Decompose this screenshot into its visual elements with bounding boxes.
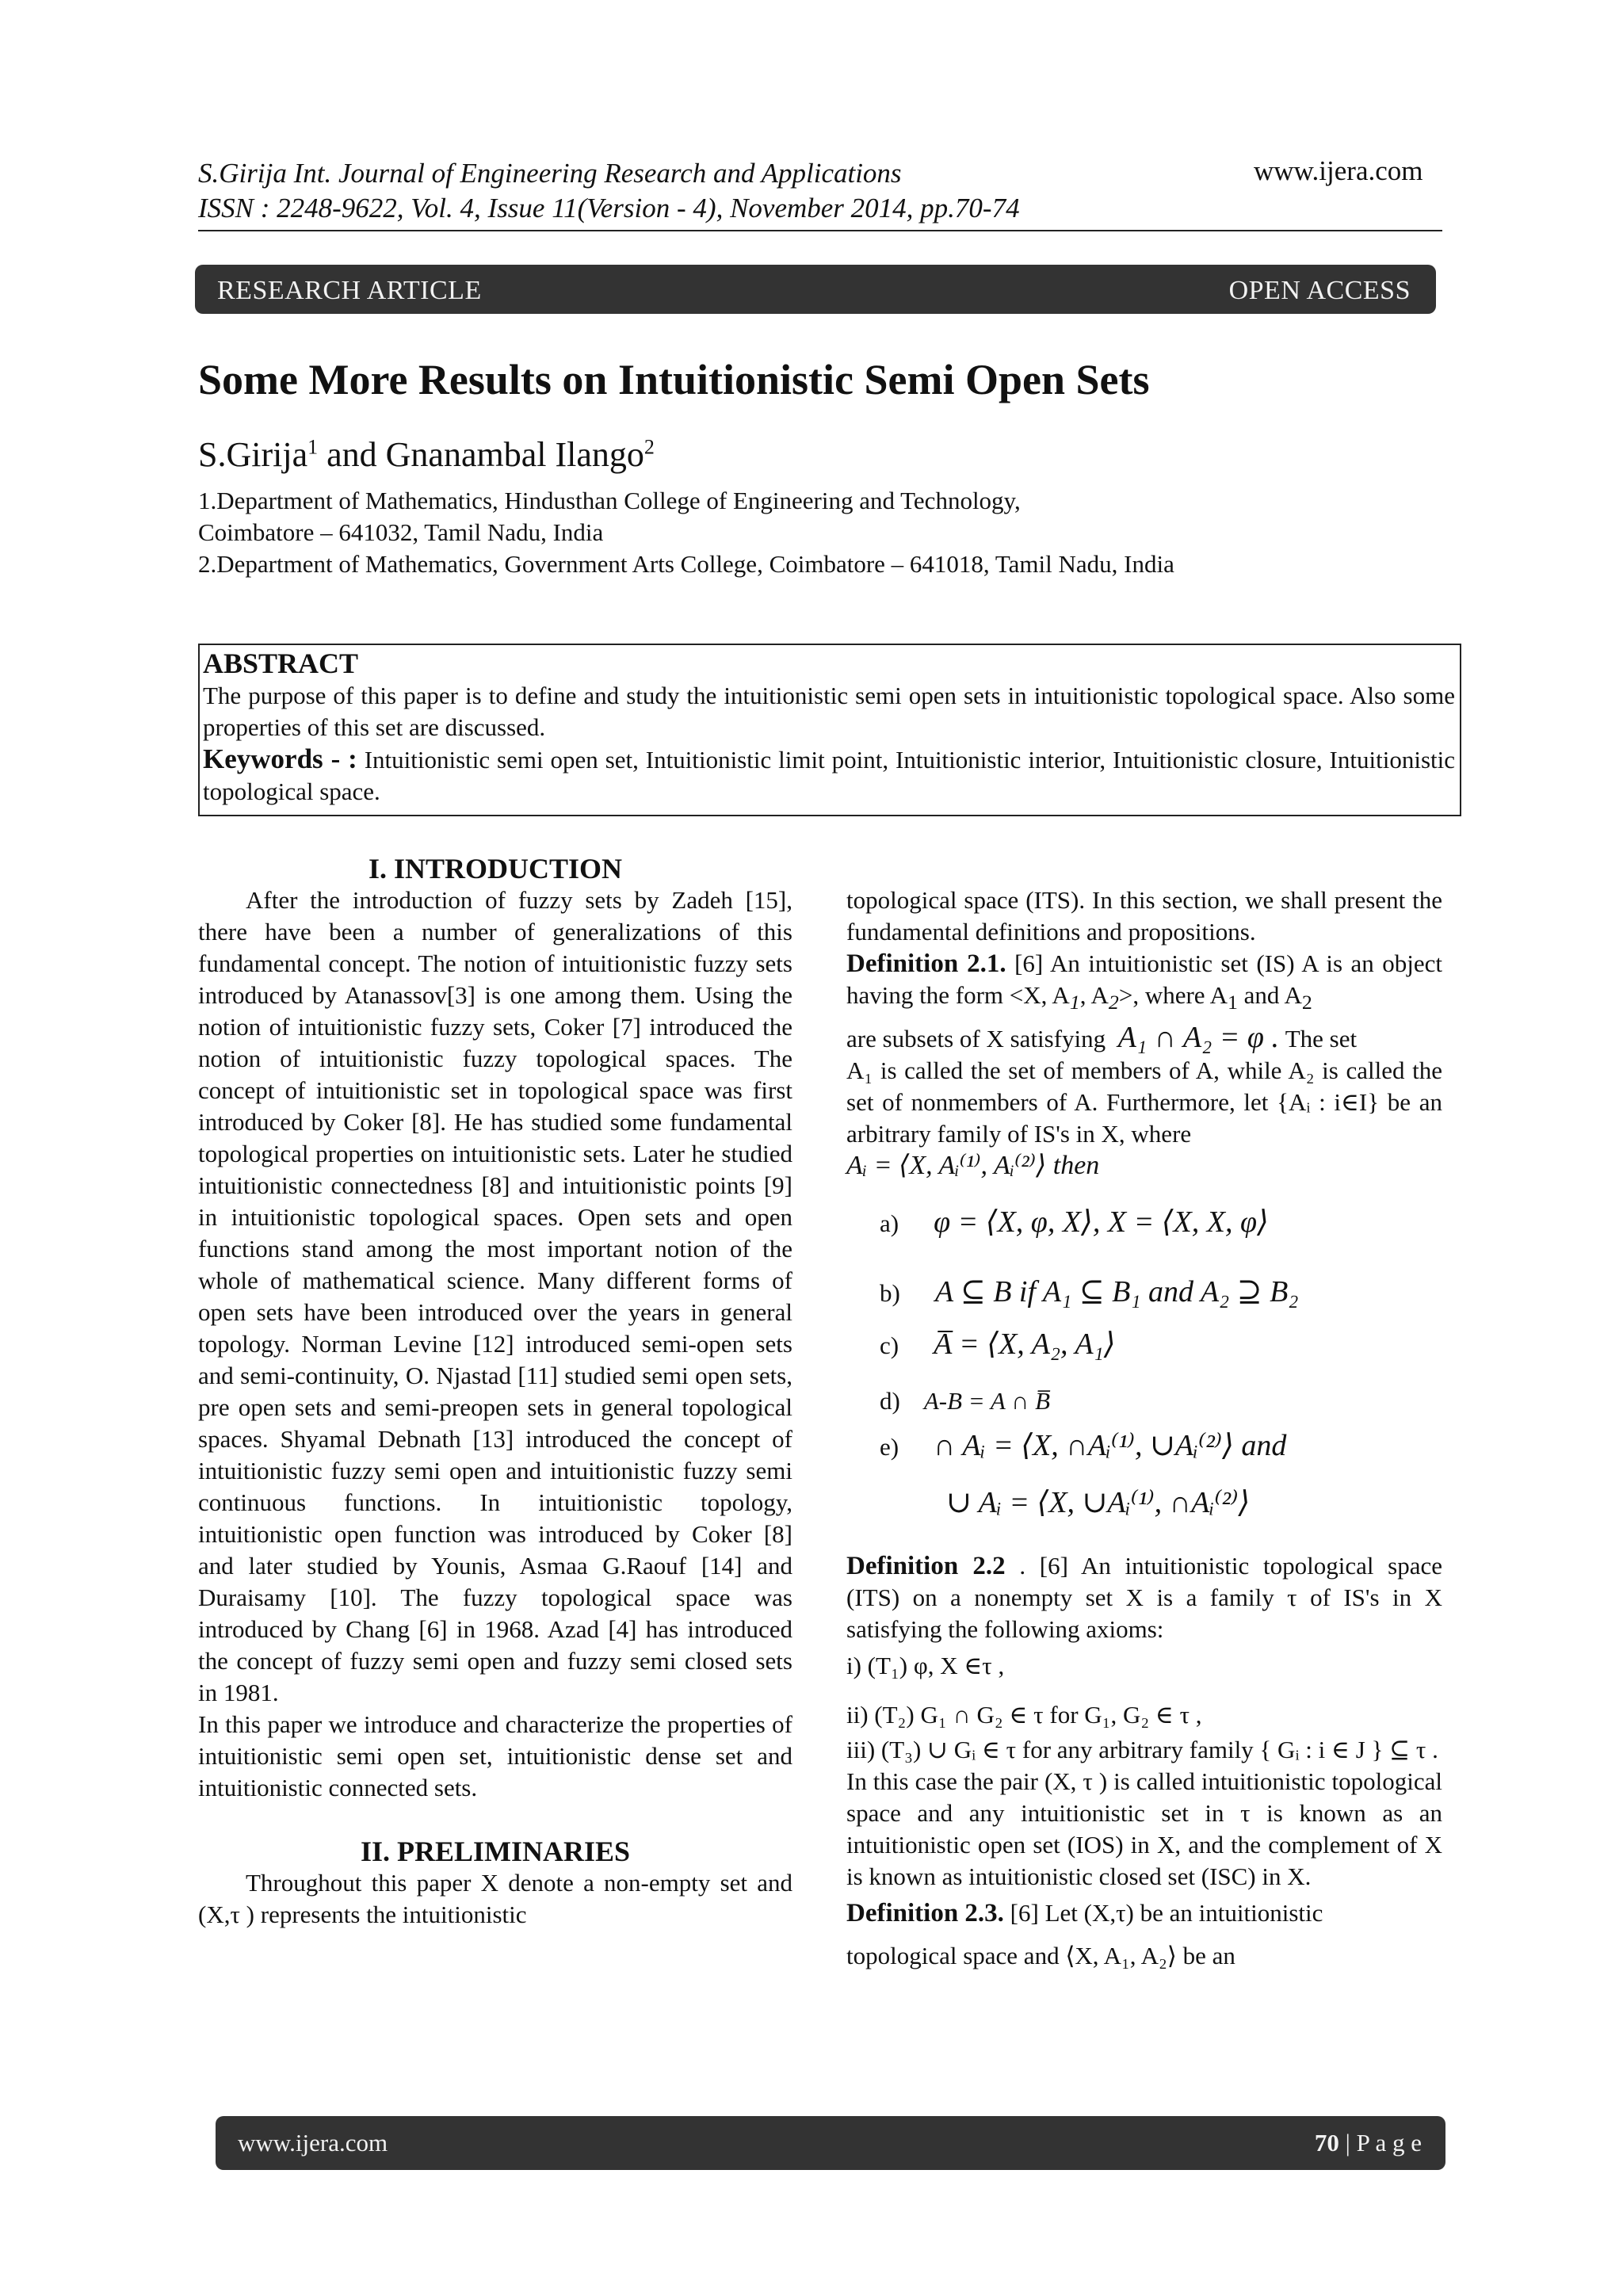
def-2-3-last-line: topological space and ⟨X, A₁, A₂⟩ be an [846, 1942, 1235, 1969]
item-d-math: A-B = A ∩ B̅ [923, 1387, 1051, 1415]
item-a-math: φ = ⟨X, φ, X⟩, X = ⟨X, X, φ⟩ [934, 1205, 1269, 1239]
paper-title: Some More Results on Intuitionistic Semi Open Sets [198, 356, 1150, 403]
item-c-math: A̅ = ⟨X, A₂, A₁⟩ [934, 1328, 1116, 1361]
def-2-1-sub1: 1 [1069, 991, 1080, 1014]
def-2-2-text: . [6] An intuitionistic topological space (ITS) on a nonempty set X is a family τ of IS's in X satisfying the following axioms: [846, 1552, 1442, 1643]
keywords-label: Keywords - : [203, 743, 357, 774]
page-label: | P a g e [1338, 2129, 1422, 2157]
item-b-key: b) [880, 1279, 900, 1307]
item-a-key: a) [880, 1209, 899, 1237]
item-e-key: e) [880, 1433, 899, 1461]
definition-2-1 [846, 948, 1442, 1018]
item-d [880, 1385, 1050, 1417]
item-e-2 [946, 1487, 1250, 1520]
def-2-1-line3-a: are subsets of X satisfying [846, 1025, 1106, 1053]
left-column [198, 853, 792, 1931]
open-access-label: OPEN ACCESS [1228, 276, 1411, 305]
right-column-lower [846, 1550, 1442, 1972]
footer-page [1315, 2129, 1422, 2157]
right-column [846, 884, 1442, 1182]
item-c-key: c) [880, 1331, 899, 1359]
abstract-heading: ABSTRACT [203, 648, 359, 679]
right-continuation: topological space (ITS). In this section, we shall present the fundamental definitions and propositions. [846, 886, 1442, 946]
item-e [880, 1430, 1286, 1463]
keywords-text: Intuitionistic semi open set, Intuitionistic limit point, Intuitionistic interior, Intuitionistic closure, Intuitionistic topological space. [203, 746, 1455, 805]
its-paragraph: In this case the pair (X, τ ) is called intuitionistic topological space and any intuitionistic set in τ is known as an intuitionistic open set (IOS) in X, and the complement of X is known as intuitionistic closed set (ISC) in X. [846, 1767, 1442, 1890]
abstract-text: The purpose of this paper is to define and study the intuitionistic semi open sets in intuitionistic topological space. Also some properties of this set are discussed. [203, 682, 1455, 741]
intro-paragraph-1: After the introduction of fuzzy sets by Zadeh [15], there have been a number of generalizations of this fundamental concept. The notion of intuitionistic fuzzy sets introduced by Atanassov[3] is one among them. Using the notion of intuitionistic fuzzy sets, Coker [7] introduced the notion of intuitionistic fuzzy topological spaces. The concept of intuitionistic set in topological space was first introduced by Coker [8]. He has studied some fundamental topological properties on intuitionistic sets. Later he studied intuitionistic connectedness [8] and intuitionistic points [9] in intuitionistic topological spaces. Open sets and open functions stand among the most important notion of the whole of mathematical science. Many different forms of open sets have been introduced over the years in general topology. Norman Levine [12] introduced semi-open sets and semi-continuity, O. Njastad [11] studied semi open sets, pre open sets and semi-preopen sets in general topological spaces. Shyamal Debnath [13] introduced the concept of intuitionistic fuzzy semi open and intuitionistic fuzzy semi continuous functions. In intuitionistic topology, intuitionistic open function was introduced by Coker [8] and later studied by Younis, Asmaa G.Raouf [14] and Duraisamy [10]. The fuzzy topological space was introduced by Chang [6] in 1968. Azad [4] has introduced the concept of fuzzy semi open and fuzzy semi closed sets in 1981. [198, 886, 792, 1706]
author-1: S.Girija [198, 435, 308, 474]
footer-website: www.ijera.com [238, 2129, 388, 2157]
affiliation-1: 1.Department of Mathematics, Hindusthan College of Engineering and Technology, [198, 487, 1021, 514]
item-b-math: A ⊆ B if A₁ ⊆ B₁ and A₂ ⊇ B₂ [934, 1275, 1299, 1308]
def-2-1-math: A₁ ∩ A₂ = φ . [1117, 1021, 1279, 1055]
def-2-1-ai [846, 1150, 1442, 1182]
definition-2-3 [846, 1897, 1442, 1929]
def-2-1-line3 [846, 1022, 1442, 1055]
def-2-3-text: [6] Let (X,τ) be an intuitionistic [1003, 1899, 1323, 1927]
item-c [880, 1328, 1116, 1362]
axiom-3: iii) (T₃) ∪ Gᵢ ∈ τ for any arbitrary family { Gᵢ : i ∈ J } ⊆ τ . [846, 1736, 1438, 1763]
intro-paragraph-2: In this paper we introduce and characterize the properties of intuitionistic semi open set, intuitionistic dense set and intuitionistic connected sets. [198, 1710, 792, 1801]
def-2-2-label: Definition 2.2 [846, 1552, 1006, 1580]
affiliation-2: 2.Department of Mathematics, Government Arts College, Coimbatore – 641018, Tamil Nadu, India [198, 550, 1174, 578]
def-2-1-text-c: , A [1079, 981, 1109, 1009]
item-d-key: d) [880, 1387, 900, 1415]
preliminaries-paragraph: Throughout this paper X denote a non-empty set and (X,τ ) represents the intuitionistic [198, 1869, 792, 1928]
abstract-box [198, 644, 1461, 816]
journal-name: S.Girija Int. Journal of Engineering Research and Applications [198, 158, 902, 189]
axiom-2: ii) (T₂) G₁ ∩ G₂ ∈ τ for G₁, G₂ ∈ τ , [846, 1701, 1202, 1729]
def-2-1-sub2: 2 [1108, 991, 1119, 1014]
def-2-1-text-e: >, where A [1118, 981, 1228, 1009]
def-2-1-sub4: 2 [1301, 991, 1312, 1014]
page-number: 70 [1314, 2129, 1339, 2157]
author-2: and Gnanambal Ilango [318, 435, 644, 474]
item-b [880, 1276, 1299, 1309]
item-e-math: ∩ Aᵢ = ⟨X, ∩Aᵢ⁽¹⁾, ∪Aᵢ⁽²⁾⟩ and [934, 1429, 1287, 1462]
research-article-label: RESEARCH ARTICLE [217, 276, 482, 305]
definition-2-2 [846, 1550, 1442, 1645]
def-2-1-line3-b: The set [1278, 1025, 1358, 1053]
def-2-3-label: Definition 2.3. [846, 1899, 1004, 1927]
item-e2-math: ∪ Aᵢ = ⟨X, ∪Aᵢ⁽¹⁾, ∩Aᵢ⁽²⁾⟩ [946, 1486, 1251, 1519]
def-2-1-sub3: 1 [1227, 991, 1238, 1014]
def-2-1-label: Definition 2.1. [846, 949, 1006, 978]
page-footer [216, 2116, 1445, 2170]
def-2-1-text-g: and A [1237, 981, 1302, 1009]
def-2-1-ai-math: Aᵢ = ⟨X, Aᵢ⁽¹⁾, Aᵢ⁽²⁾⟩ then [846, 1151, 1100, 1181]
author-2-sup: 2 [643, 435, 655, 459]
issn-line: ISSN : 2248-9622, Vol. 4, Issue 11(Version - 4), November 2014, pp.70-74 [198, 193, 1020, 223]
affiliation-1-city: Coimbatore – 641032, Tamil Nadu, India [198, 518, 604, 546]
section-2-heading: II. PRELIMINARIES [360, 1836, 631, 1867]
article-type-band [195, 265, 1436, 314]
abstract-body [203, 680, 1455, 808]
journal-website: www.ijera.com [1254, 155, 1423, 186]
item-a [880, 1206, 1269, 1240]
def-2-1-text-a: [6] An intuitionistic set (IS) A is an object having the form <X, A [846, 949, 1443, 1009]
author-1-sup: 1 [307, 435, 319, 459]
def-2-1-line4: A₁ is called the set of members of A, while A₂ is called the set of nonmembers of A. Furthermore, let {Aᵢ : i∈I} be an arbitrary family of IS's in X, where [846, 1056, 1442, 1148]
header-rule [198, 230, 1442, 231]
axiom-1: i) (T₁) φ, X ∈τ , [846, 1652, 1005, 1679]
authors [198, 434, 655, 475]
section-1-heading: I. INTRODUCTION [368, 853, 623, 884]
